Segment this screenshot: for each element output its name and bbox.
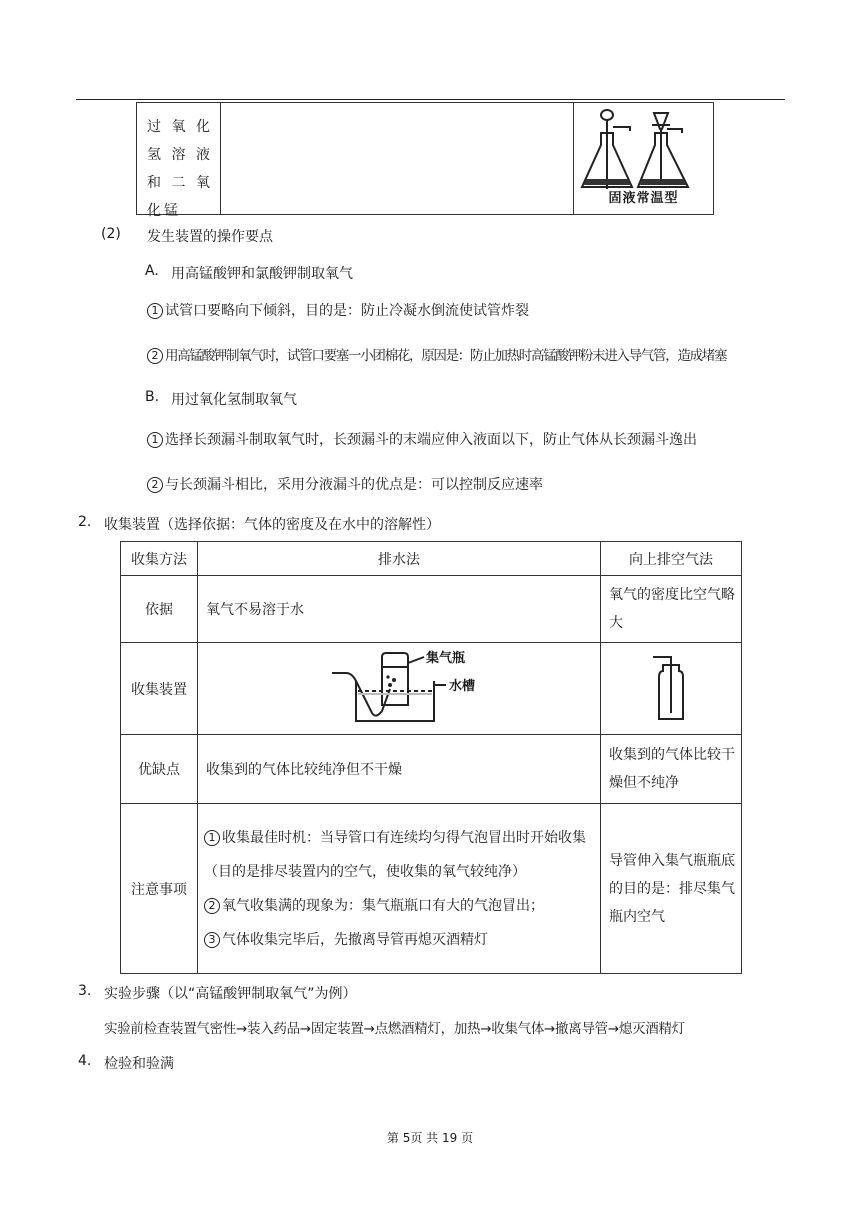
basis-air: 氧气的密度比空气略大 — [601, 576, 742, 643]
circled-number: 2 — [204, 898, 220, 914]
device-label: 收集装置 — [121, 643, 198, 735]
header-water: 排水法 — [198, 542, 601, 576]
part-a-item-1 — [147, 300, 529, 320]
circled-number: 1 — [204, 830, 220, 846]
circled-number: 2 — [147, 348, 163, 364]
reagent-text: 过氧化氢溶液和二氧化锰 — [147, 119, 213, 219]
item-text: 试管口要略向下倾斜，目的是：防止冷凝水倒流使试管炸裂 — [165, 303, 529, 319]
header-air: 向上排空气法 — [601, 542, 742, 576]
water-trough-label: 水槽 — [449, 679, 476, 694]
notes-air: 导管伸入集气瓶瓶底的目的是：排尽集气瓶内空气 — [601, 804, 742, 974]
part-b-title: 用过氧化氢制取氧气 — [171, 392, 297, 408]
section-3-number: 3. — [78, 983, 92, 999]
apparatus-cell — [573, 103, 713, 214]
table-row — [121, 643, 742, 735]
note-item-3 — [204, 923, 600, 957]
part-b-item-2 — [147, 474, 543, 494]
section-3-steps: 实验前检查装置气密性→装入药品→固定装置→点燃酒精灯，加热→收集气体→撤离导管→熄灭酒精灯 — [104, 1021, 685, 1037]
generator-table-fragment — [136, 102, 714, 219]
section-4-title: 检验和验满 — [104, 1056, 174, 1072]
note-text: 收集最佳时机：当导管口有连续均匀得气泡冒出时开始收集（目的是排尽装置内的空气，使收集的氧气较纯净） — [204, 829, 586, 880]
circled-number: 2 — [147, 477, 163, 493]
note-item-2 — [204, 889, 600, 923]
circled-number: 1 — [147, 303, 163, 319]
air-device-cell — [601, 643, 742, 735]
part-b-item-1 — [147, 429, 697, 449]
item-text: 用高锰酸钾制氧气时，试管口要塞一小团棉花，原因是：防止加热时高锰酸钾粉末进入导气管，造成堵塞 — [165, 348, 727, 364]
part-a-letter: A. — [145, 263, 159, 279]
part-a-item-2 — [147, 344, 726, 364]
section-3-title: 实验步骤（以“高锰酸钾制取氧气”为例） — [104, 986, 357, 1002]
notes-label: 注意事项 — [121, 804, 198, 974]
part-b-letter: B. — [145, 389, 160, 405]
note-text: 气体收集完毕后，先撤离导管再熄灭酒精灯 — [222, 931, 488, 948]
upward-air-bottle-icon — [651, 655, 691, 725]
header-rule — [76, 99, 785, 100]
apparatus-caption: 固液常温型 — [608, 191, 679, 206]
table-row — [121, 576, 742, 643]
header-method: 收集方法 — [121, 542, 198, 576]
section-2-title: 收集装置（选择依据：气体的密度及在水中的溶解性） — [104, 517, 440, 533]
proscons-air: 收集到的气体比较干燥但不纯净 — [601, 735, 742, 804]
basis-water: 氧气不易溶于水 — [198, 576, 601, 643]
collection-table — [120, 541, 742, 974]
table-row — [121, 542, 742, 576]
water-device-cell — [198, 643, 601, 735]
table-row — [121, 804, 742, 974]
item-text: 选择长颈漏斗制取氧气时，长颈漏斗的末端应伸入液面以下，防止气体从长颈漏斗逸出 — [165, 432, 697, 448]
basis-label: 依据 — [121, 576, 198, 643]
gas-bottle-label: 集气瓶 — [426, 651, 466, 666]
circled-number: 1 — [147, 432, 163, 448]
note-item-1 — [204, 821, 600, 889]
section-2-number: 2. — [78, 514, 92, 530]
notes-water — [198, 804, 601, 974]
proscons-water: 收集到的气体比较纯净但不干燥 — [198, 735, 601, 804]
page-footer: 第 5页 共 19 页 — [386, 1131, 474, 1145]
subsection-title: 发生装置的操作要点 — [147, 229, 273, 245]
section-4-number: 4. — [78, 1053, 92, 1069]
table-row — [121, 735, 742, 804]
note-text: 氧气收集满的现象为：集气瓶瓶口有大的气泡冒出； — [222, 897, 544, 914]
item-text: 与长颈漏斗相比，采用分液漏斗的优点是：可以控制反应速率 — [165, 477, 543, 493]
subsection-number: (2) — [101, 226, 121, 242]
circled-number: 3 — [204, 932, 220, 948]
proscons-label: 优缺点 — [121, 735, 198, 804]
reagent-cell — [137, 103, 221, 219]
part-a-title: 用高锰酸钾和氯酸钾制取氧气 — [171, 266, 353, 282]
